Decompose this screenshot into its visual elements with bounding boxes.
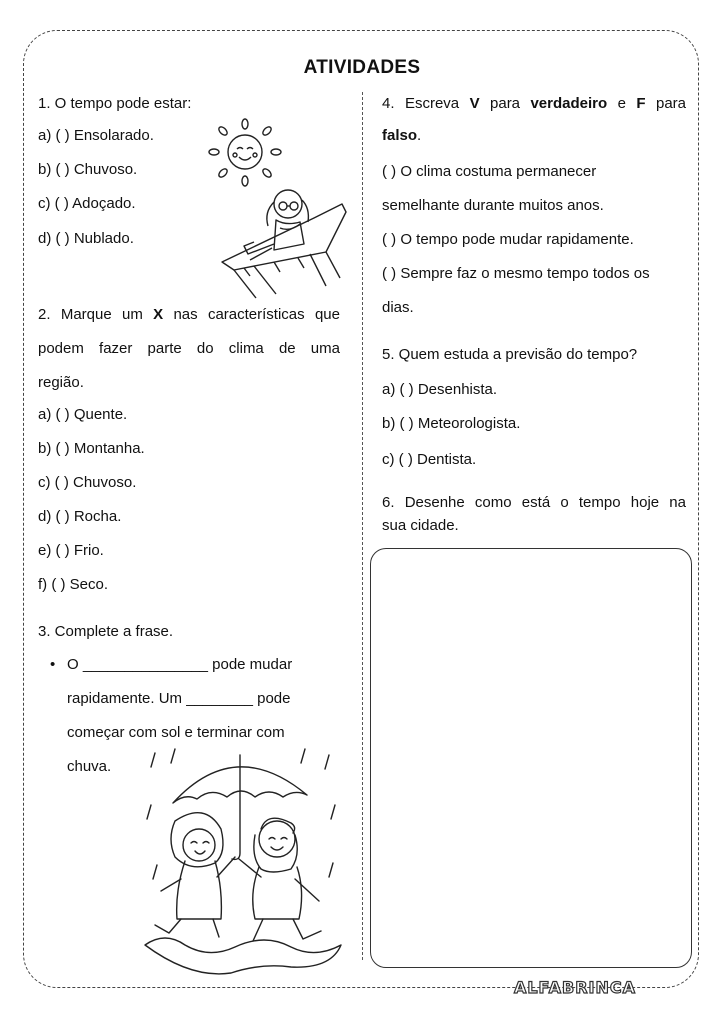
q6-question-line2: sua cidade. — [382, 517, 459, 534]
q2-option-c[interactable]: c) ( ) Chuvoso. — [38, 474, 137, 491]
q2-option-b[interactable]: b) ( ) Montanha. — [38, 440, 145, 457]
q1-option-a[interactable]: a) ( ) Ensolarado. — [38, 127, 154, 144]
girl-sunbathing-icon — [214, 182, 354, 302]
column-divider — [362, 92, 363, 960]
q3-sentence-line3: começar com sol e terminar com — [67, 724, 285, 741]
q3-sentence-line1[interactable]: O _______________ pode mudar — [67, 656, 293, 673]
page-title: ATIVIDADES — [303, 57, 421, 78]
q3-question: 3. Complete a frase. — [38, 623, 174, 640]
q3-bullet: • — [50, 656, 56, 673]
q4-item1-line1[interactable]: ( ) O clima costuma permanecer — [382, 163, 597, 180]
q5-option-a[interactable]: a) ( ) Desenhista. — [382, 381, 498, 398]
q4-question-line2: falso. — [382, 127, 422, 144]
q2-question-line3: região. — [38, 374, 84, 391]
q1-option-b[interactable]: b) ( ) Chuvoso. — [38, 161, 138, 178]
q2-option-d[interactable]: d) ( ) Rocha. — [38, 508, 122, 525]
q4-item2[interactable]: ( ) O tempo pode mudar rapidamente. — [382, 231, 634, 248]
q2-question-line2: podem fazer parte do clima de uma — [38, 340, 340, 357]
q2-option-a[interactable]: a) ( ) Quente. — [38, 406, 128, 423]
q1-option-d[interactable]: d) ( ) Nublado. — [38, 230, 134, 247]
q5-option-b[interactable]: b) ( ) Meteorologista. — [382, 415, 521, 432]
brand-text: ALFABRINCA — [513, 978, 637, 997]
q5-option-c[interactable]: c) ( ) Dentista. — [382, 451, 477, 468]
q2-option-e[interactable]: e) ( ) Frio. — [38, 542, 104, 559]
q2-question-line1: 2. Marque um X nas características que — [38, 306, 340, 323]
drawing-area[interactable] — [370, 548, 692, 968]
q4-item3-line2: dias. — [382, 299, 414, 316]
q4-question-line1: 4. Escreva V para verdadeiro e F para — [382, 95, 686, 112]
q6-question-line1: 6. Desenhe como está o tempo hoje na — [382, 494, 686, 511]
q4-item3-line1[interactable]: ( ) Sempre faz o mesmo tempo todos os — [382, 265, 650, 282]
alfabrinca-logo — [508, 976, 642, 998]
q5-question: 5. Quem estuda a previsão do tempo? — [382, 346, 638, 363]
q2-option-f[interactable]: f) ( ) Seco. — [38, 576, 109, 593]
sun-icon — [206, 120, 284, 186]
kids-umbrella-icon — [145, 745, 345, 975]
q3-sentence-line2[interactable]: rapidamente. Um ________ pode — [67, 690, 291, 707]
q4-item1-line2: semelhante durante muitos anos. — [382, 197, 604, 214]
q1-question: 1. O tempo pode estar: — [38, 95, 192, 112]
q3-sentence-line4: chuva. — [67, 758, 112, 775]
q1-option-c[interactable]: c) ( ) Adoçado. — [38, 195, 136, 212]
